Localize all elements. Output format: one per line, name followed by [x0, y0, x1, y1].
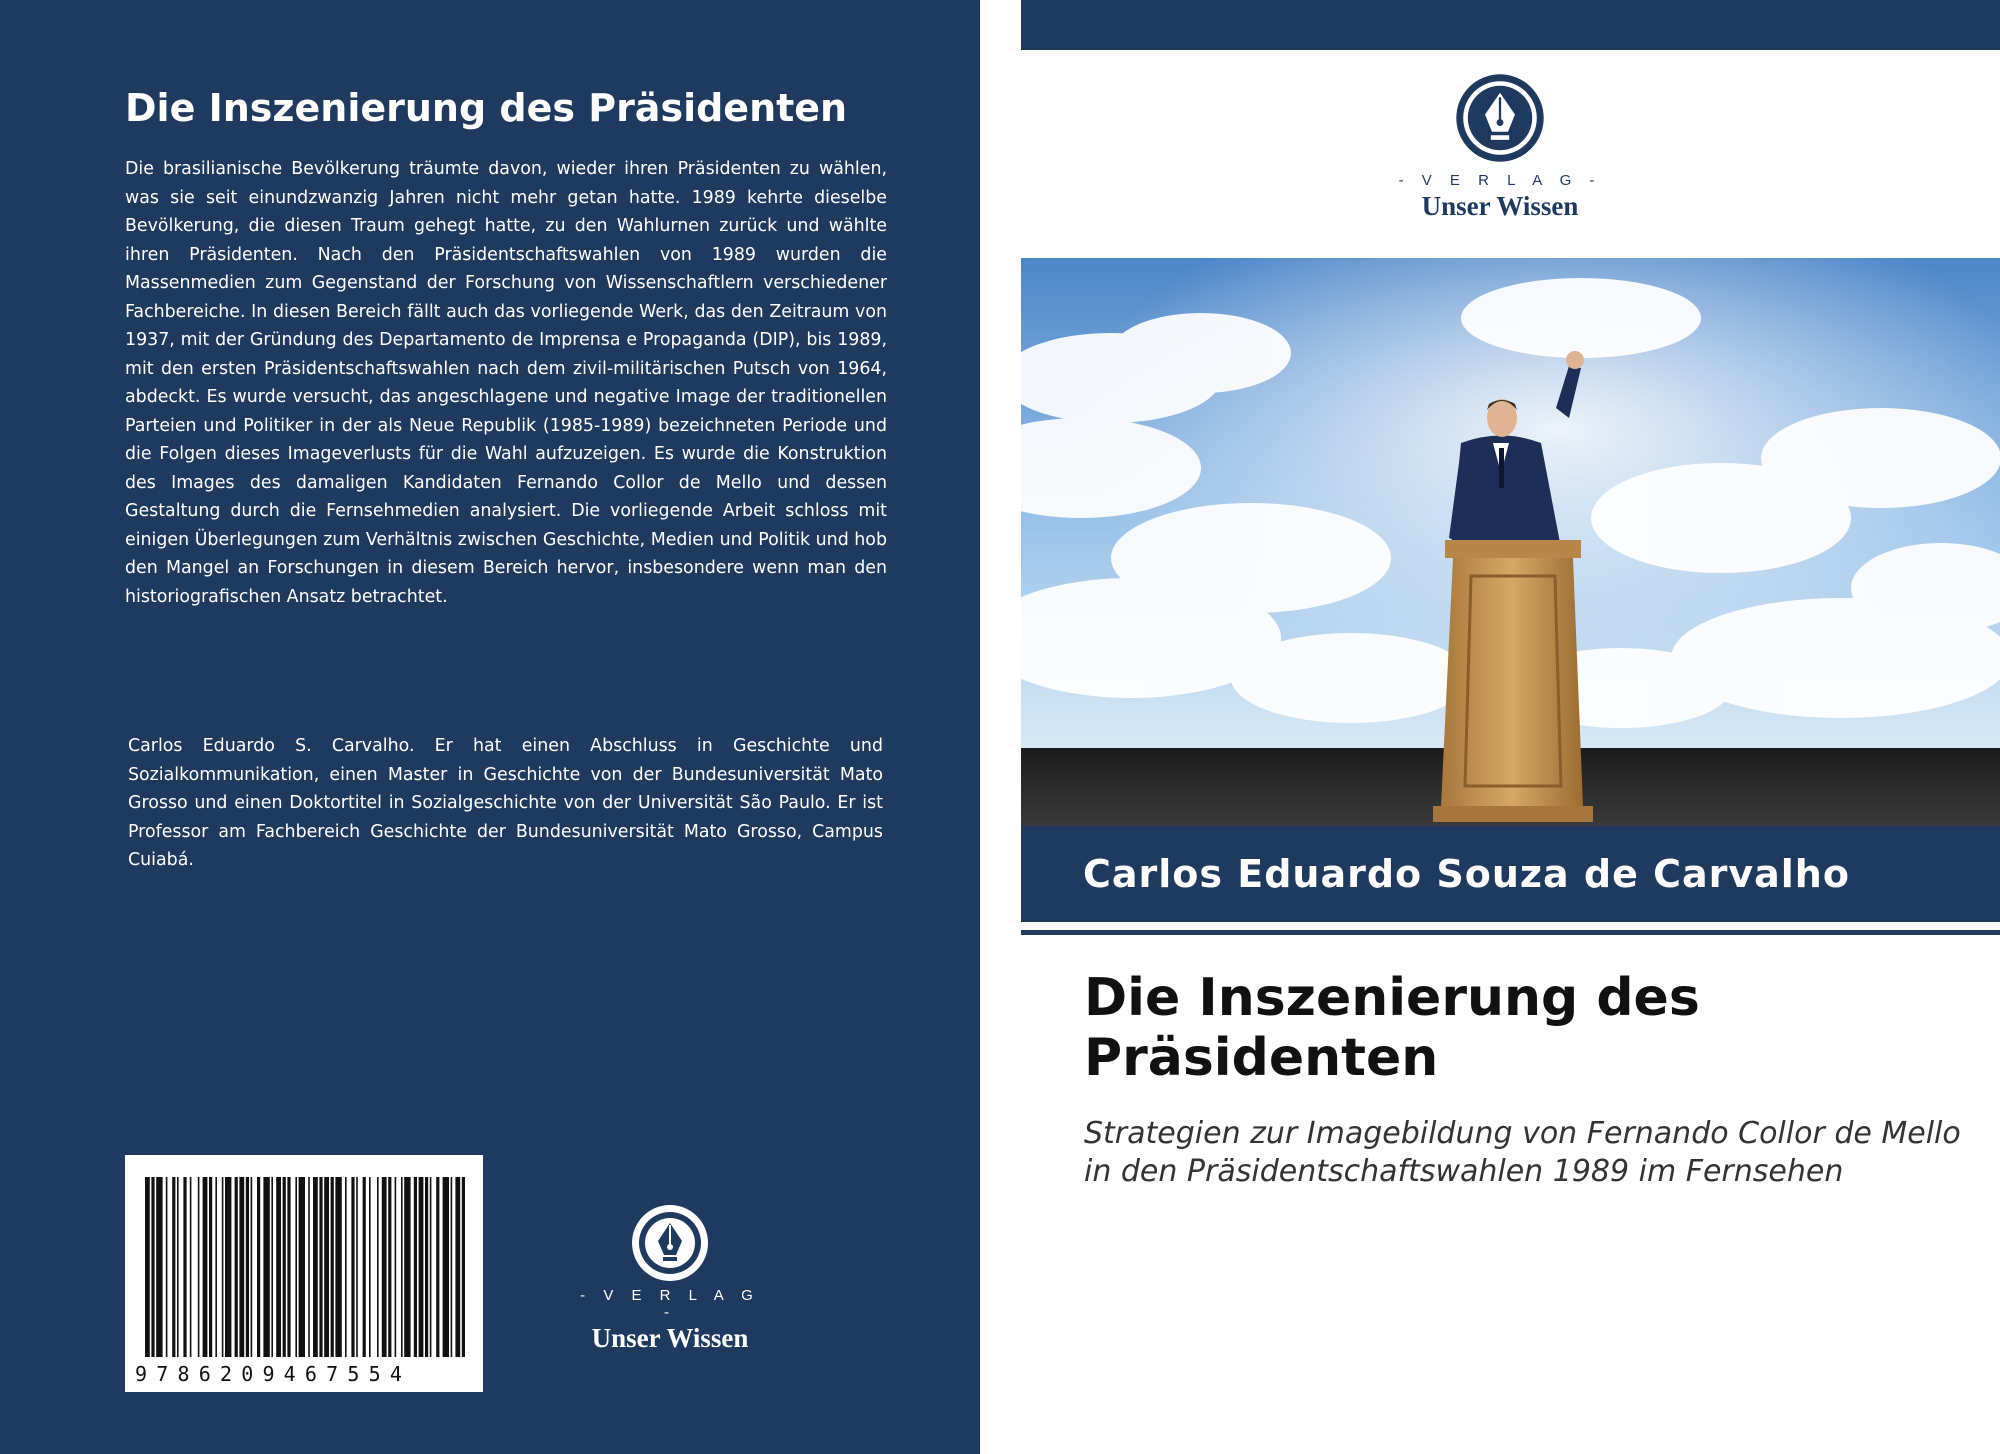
- barcode-bar: [166, 1177, 168, 1357]
- cover-photo: [1021, 258, 2000, 826]
- barcode-bar: [382, 1177, 387, 1357]
- barcode-bar: [430, 1177, 432, 1357]
- barcode-bar: [401, 1177, 403, 1357]
- back-cover-title: Die Inszenierung des Präsidenten: [125, 86, 848, 130]
- barcode-bar: [271, 1177, 273, 1357]
- author-band: [1021, 826, 2000, 922]
- pen-nib-seal-icon: [1454, 72, 1546, 164]
- front-cover-title: Die Inszenierung des Präsidenten: [1084, 968, 1700, 1088]
- barcode-bar: [263, 1177, 269, 1357]
- barcode-bar: [222, 1177, 224, 1357]
- barcode-bar: [295, 1177, 297, 1357]
- back-cover-blurb: Die brasilianische Bevölkerung träumte davon, wieder ihren Präsidenten zu wählen, was sie seit einundzwanzig Jahren nicht mehr getan hatte. 1989 kehrte dieselbe Bevölkerung, die diesen Traum gehegt hatte, zu den Wahlurnen zurück und wählte ihren Präsidenten. Nach den Präsidentschaftswahlen von 1989 wurden die Massenmedien zum Gegenstand der Forschung von Wissenschaftlern verschiedener Fachbereiche. In diesen Bereich fällt auch das vorliegende Werk, das den Zeitraum von 1937, mit der Gründung des Departamento de Imprensa e Propaganda (DIP), bis 1989, mit den ersten Präsidentschaftswahlen nach dem zivil-militärischen Putsch von 1964, abdeckt. Es wurde versucht, das angeschlagene und negative Image der traditionellen Parteien und Politiker in der als Neue Republik (1985-1989) bezeichneten Periode und die Folgen dieses Imageverlusts für die Wahl aufzuzeigen. Es wurde die Konstruktion des Images des damaligen Kandidaten Fernando Collor de Mello und dessen Gestaltung durch die Fernsehmedien analysiert. Die vorliegende Arbeit schloss mit einigen Überlegungen zum Verhältnis zwischen Geschichte, Medien und Politik und hob den Mangel an Forschungen in diesem Bereich hervor, insbesondere wenn man den historiografischen Ansatz betrachtet.: [125, 159, 887, 607]
- barcode-bar: [145, 1177, 150, 1357]
- politician-at-podium-image: [1021, 258, 2000, 826]
- barcode-bar: [235, 1177, 238, 1357]
- barcode-bar: [209, 1177, 212, 1357]
- barcode-bar: [351, 1177, 354, 1357]
- barcode-bar: [356, 1177, 358, 1357]
- barcode-bar: [395, 1177, 397, 1357]
- barcode-bar: [257, 1177, 260, 1357]
- barcode-bar: [276, 1177, 281, 1357]
- barcode-bar: [462, 1177, 465, 1357]
- pen-nib-seal-icon: [630, 1203, 710, 1283]
- barcode-bar: [215, 1177, 217, 1357]
- front-author-name: Carlos Eduardo Souza de Carvalho: [1083, 852, 1850, 896]
- barcode-bar: [177, 1177, 179, 1357]
- author-bio: Carlos Eduardo S. Carvalho. Er hat einen Abschluss in Geschichte und Sozialkommunikation, einen Master in Geschichte von der Bundesuniversität Mato Grosso und einen Doktortitel in Sozialgeschichte von der Universität São Paulo. Er ist Professor am Fachbereich Geschichte der Bundesuniversität Mato Grosso, Campus Cuiabá.: [128, 736, 883, 870]
- back-cover: [0, 0, 980, 1454]
- barcode-bar: [151, 1177, 154, 1357]
- spine-gap: [980, 0, 1020, 1454]
- barcode-bar: [363, 1177, 366, 1357]
- barcode-bar: [404, 1177, 410, 1357]
- barcode-bar: [414, 1177, 417, 1357]
- logo-publisher-name: Unser Wissen: [1421, 191, 1579, 221]
- barcode-bar: [239, 1177, 244, 1357]
- barcode-bar: [299, 1177, 305, 1357]
- barcode-bar: [419, 1177, 424, 1357]
- barcode-bar: [203, 1177, 208, 1357]
- barcode-bar: [443, 1177, 449, 1357]
- barcode-bar: [377, 1177, 379, 1357]
- barcode-bar: [283, 1177, 286, 1357]
- front-top-bar: [1021, 0, 2000, 50]
- logo-verlag-text: - V E R L A G -: [580, 1287, 760, 1321]
- isbn-number: 9786209467554: [135, 1362, 412, 1386]
- barcode-bar: [246, 1177, 249, 1357]
- barcode-bar: [251, 1177, 253, 1357]
- barcode-bar: [287, 1177, 290, 1357]
- barcode-bar: [225, 1177, 231, 1357]
- logo-publisher-name: Unser Wissen: [591, 1323, 749, 1353]
- barcode-bar: [455, 1177, 460, 1357]
- logo-verlag-text: - V E R L A G -: [1398, 172, 1602, 189]
- barcode-bar: [369, 1177, 371, 1357]
- barcode-bar: [331, 1177, 334, 1357]
- back-publisher-logo: [570, 1203, 770, 1353]
- barcode-bar: [308, 1177, 310, 1357]
- barcode-bar: [183, 1177, 186, 1357]
- barcode-bars: [125, 1155, 483, 1392]
- front-cover-subtitle: Strategien zur Imagebildung von Fernando Collor de Mello in den Präsidentschaftswahlen 1989 im Fernsehen: [1084, 1116, 1961, 1189]
- barcode-bar: [172, 1177, 175, 1357]
- front-publisher-logo: [1390, 72, 1610, 222]
- barcode-bar: [436, 1177, 439, 1357]
- barcode-bar: [190, 1177, 192, 1357]
- barcode-bar: [324, 1177, 329, 1357]
- barcode-bar: [198, 1177, 200, 1357]
- barcode-bar: [319, 1177, 322, 1357]
- barcode-bar: [156, 1177, 162, 1357]
- barcode-bar: [425, 1177, 428, 1357]
- barcode-bar: [345, 1177, 347, 1357]
- isbn-barcode: [125, 1155, 483, 1392]
- divider-rule: [1021, 930, 2000, 935]
- barcode-bar: [388, 1177, 391, 1357]
- barcode-bar: [451, 1177, 453, 1357]
- barcode-bar: [313, 1177, 318, 1357]
- barcode-bar: [335, 1177, 341, 1357]
